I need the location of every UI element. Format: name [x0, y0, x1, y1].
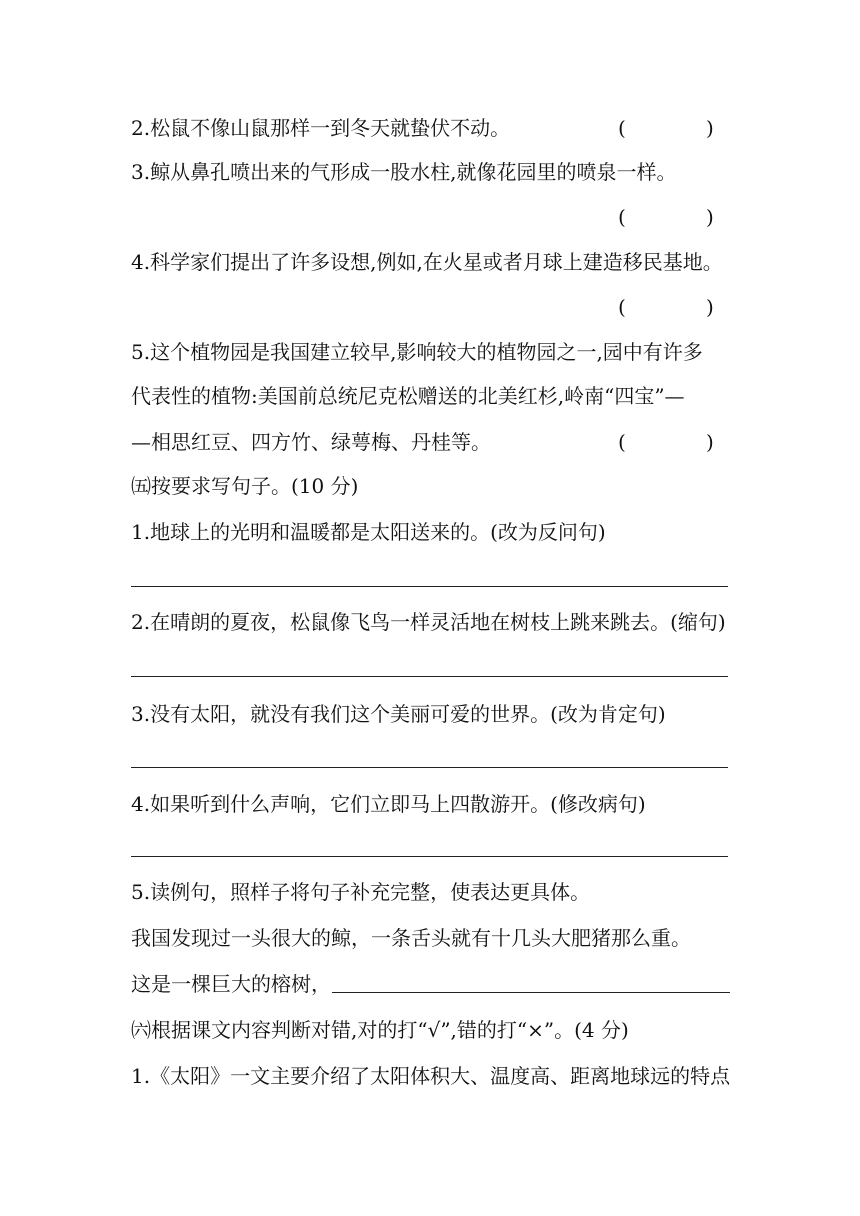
judgement-1-text: 1.《太阳》一文主要介绍了太阳体积大、温度高、距离地球远的特点 — [131, 1064, 731, 1088]
fill-in-prompt: 这是一棵巨大的榕树， — [131, 972, 331, 996]
item-5-text-line3: —相思红豆、四方竹、绿萼梅、丹桂等。 — [131, 430, 491, 454]
sentence-4-prompt: 4.如果听到什么声响，它们立即马上四散游开。(修改病句) — [131, 792, 646, 816]
answer-paren-open: ( — [618, 430, 626, 454]
answer-line[interactable] — [131, 767, 728, 768]
answer-line[interactable] — [131, 856, 728, 857]
item-5-text-line2: 代表性的植物:美国前总统尼克松赠送的北美红杉,岭南“四宝”— — [131, 384, 685, 408]
answer-paren-open: ( — [618, 205, 626, 229]
answer-paren-close: ) — [706, 116, 714, 140]
section-5-title: ㈤按要求写句子。(10 分) — [131, 474, 359, 498]
answer-paren-close: ) — [706, 205, 714, 229]
item-4-text: 4.科学家们提出了许多设想,例如,在火星或者月球上建造移民基地。 — [131, 250, 723, 274]
item-5-text-line1: 5.这个植物园是我国建立较早,影响较大的植物园之一,园中有许多 — [131, 340, 703, 364]
answer-line[interactable] — [131, 586, 728, 587]
answer-paren-open: ( — [618, 116, 626, 140]
answer-paren-close: ) — [706, 430, 714, 454]
answer-paren-close: ) — [706, 295, 714, 319]
answer-paren-open: ( — [618, 295, 626, 319]
sentence-2-prompt: 2.在晴朗的夏夜，松鼠像飞鸟一样灵活地在树枝上跳来跳去。(缩句) — [131, 610, 726, 634]
item-2-text: 2.松鼠不像山鼠那样一到冬天就蛰伏不动。 — [131, 116, 511, 140]
sentence-3-prompt: 3.没有太阳，就没有我们这个美丽可爱的世界。(改为肯定句) — [131, 702, 666, 726]
sentence-5-prompt: 5.读例句，照样子将句子补充完整，使表达更具体。 — [131, 880, 591, 904]
answer-line[interactable] — [131, 676, 728, 677]
fill-in-line[interactable] — [332, 992, 730, 993]
example-sentence: 我国发现过一头很大的鲸，一条舌头就有十几头大肥猪那么重。 — [131, 926, 691, 950]
item-3-text: 3.鲸从鼻孔喷出来的气形成一股水柱,就像花园里的喷泉一样。 — [131, 160, 677, 184]
section-6-title: ㈥根据课文内容判断对错,对的打“√”,错的打“×”。(4 分) — [131, 1018, 629, 1042]
sentence-1-prompt: 1.地球上的光明和温暖都是太阳送来的。(改为反问句) — [131, 520, 606, 544]
